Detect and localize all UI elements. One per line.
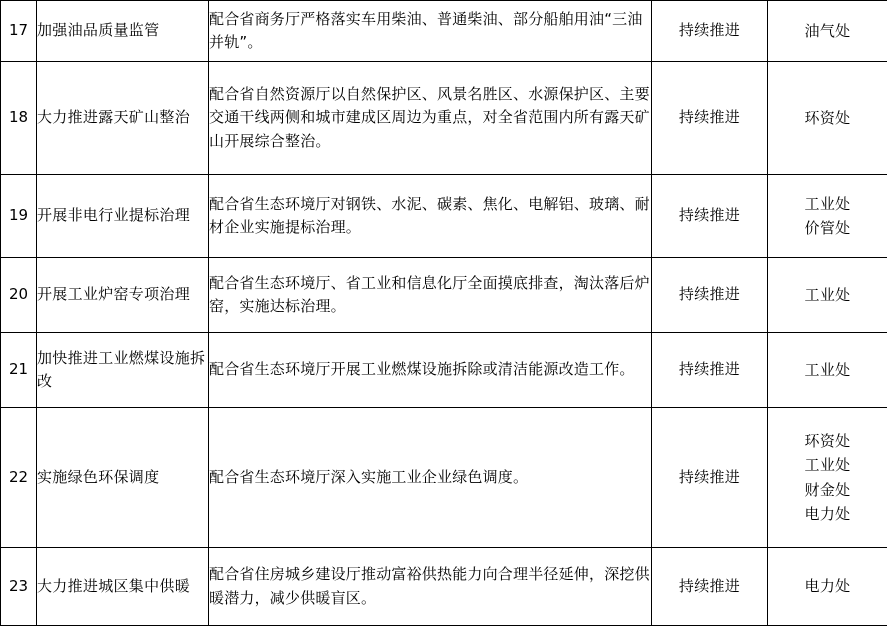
measure-text: 配合省生态环境厅对钢铁、水泥、碳素、焦化、电解铝、玻璃、耐材企业实施提标治理。 bbox=[209, 194, 650, 236]
department-label: 电力处 bbox=[804, 577, 851, 596]
row-measure bbox=[209, 1, 652, 62]
department-label: 环资处 bbox=[804, 431, 851, 450]
row-deadline: 持续推进 bbox=[652, 333, 768, 408]
row-measure bbox=[209, 408, 652, 548]
department-label: 工业处 bbox=[804, 456, 851, 475]
row-number: 20 bbox=[1, 258, 37, 333]
department-label: 工业处 bbox=[804, 285, 851, 304]
measure-text: 配合省生态环境厅、省工业和信息化厅全面摸底排查，淘汰落后炉窑，实施达标治理。 bbox=[209, 273, 650, 315]
row-measure bbox=[209, 333, 652, 408]
row-departments bbox=[768, 1, 887, 62]
table-row bbox=[1, 258, 887, 333]
row-departments bbox=[768, 333, 887, 408]
row-deadline: 持续推进 bbox=[652, 548, 768, 626]
department-label: 电力处 bbox=[804, 504, 851, 523]
row-deadline: 持续推进 bbox=[652, 1, 768, 62]
row-departments bbox=[768, 175, 887, 258]
row-departments bbox=[768, 258, 887, 333]
row-departments bbox=[768, 548, 887, 626]
table-row bbox=[1, 408, 887, 548]
row-task: 加强油品质量监管 bbox=[37, 1, 209, 62]
row-deadline: 持续推进 bbox=[652, 175, 768, 258]
row-measure bbox=[209, 258, 652, 333]
row-task: 加快推进工业燃煤设施拆改 bbox=[37, 333, 209, 408]
row-task: 大力推进城区集中供暖 bbox=[37, 548, 209, 626]
measure-text: 配合省生态环境厅开展工业燃煤设施拆除或清洁能源改造工作。 bbox=[209, 360, 635, 379]
department-label: 环资处 bbox=[804, 108, 851, 127]
row-deadline: 持续推进 bbox=[652, 408, 768, 548]
row-deadline: 持续推进 bbox=[652, 62, 768, 175]
row-measure bbox=[209, 548, 652, 626]
table-row bbox=[1, 62, 887, 175]
row-task: 开展非电行业提标治理 bbox=[37, 175, 209, 258]
table-row bbox=[1, 1, 887, 62]
department-label: 财金处 bbox=[804, 480, 851, 499]
row-deadline: 持续推进 bbox=[652, 258, 768, 333]
table-row bbox=[1, 175, 887, 258]
measure-text: 配合省生态环境厅深入实施工业企业绿色调度。 bbox=[209, 467, 529, 486]
measure-text: 配合省住房城乡建设厅推动富裕供热能力向合理半径延伸，深挖供暖潜力，减少供暖盲区。 bbox=[209, 565, 650, 607]
row-task: 开展工业炉窑专项治理 bbox=[37, 258, 209, 333]
department-label: 工业处 bbox=[804, 360, 851, 379]
row-measure bbox=[209, 62, 652, 175]
row-departments bbox=[768, 408, 887, 548]
row-task: 实施绿色环保调度 bbox=[37, 408, 209, 548]
department-label: 油气处 bbox=[804, 21, 851, 40]
measure-text: 配合省自然资源厅以自然保护区、风景名胜区、水源保护区、主要交通干线两侧和城市建成区周边为重点，对全省范围内所有露天矿山开展综合整治。 bbox=[209, 85, 650, 150]
row-number: 23 bbox=[1, 548, 37, 626]
department-label: 工业处 bbox=[804, 194, 851, 213]
table-row bbox=[1, 548, 887, 626]
row-departments bbox=[768, 62, 887, 175]
row-number: 21 bbox=[1, 333, 37, 408]
department-label: 价管处 bbox=[804, 219, 851, 237]
row-number: 18 bbox=[1, 62, 37, 175]
table-row bbox=[1, 333, 887, 408]
row-number: 19 bbox=[1, 175, 37, 258]
row-number: 17 bbox=[1, 1, 37, 62]
row-measure bbox=[209, 175, 652, 258]
row-number: 22 bbox=[1, 408, 37, 548]
row-task: 大力推进露天矿山整治 bbox=[37, 62, 209, 175]
measure-text: 配合省商务厅严格落实车用柴油、普通柴油、部分船舶用油“三油并轨”。 bbox=[209, 9, 643, 51]
